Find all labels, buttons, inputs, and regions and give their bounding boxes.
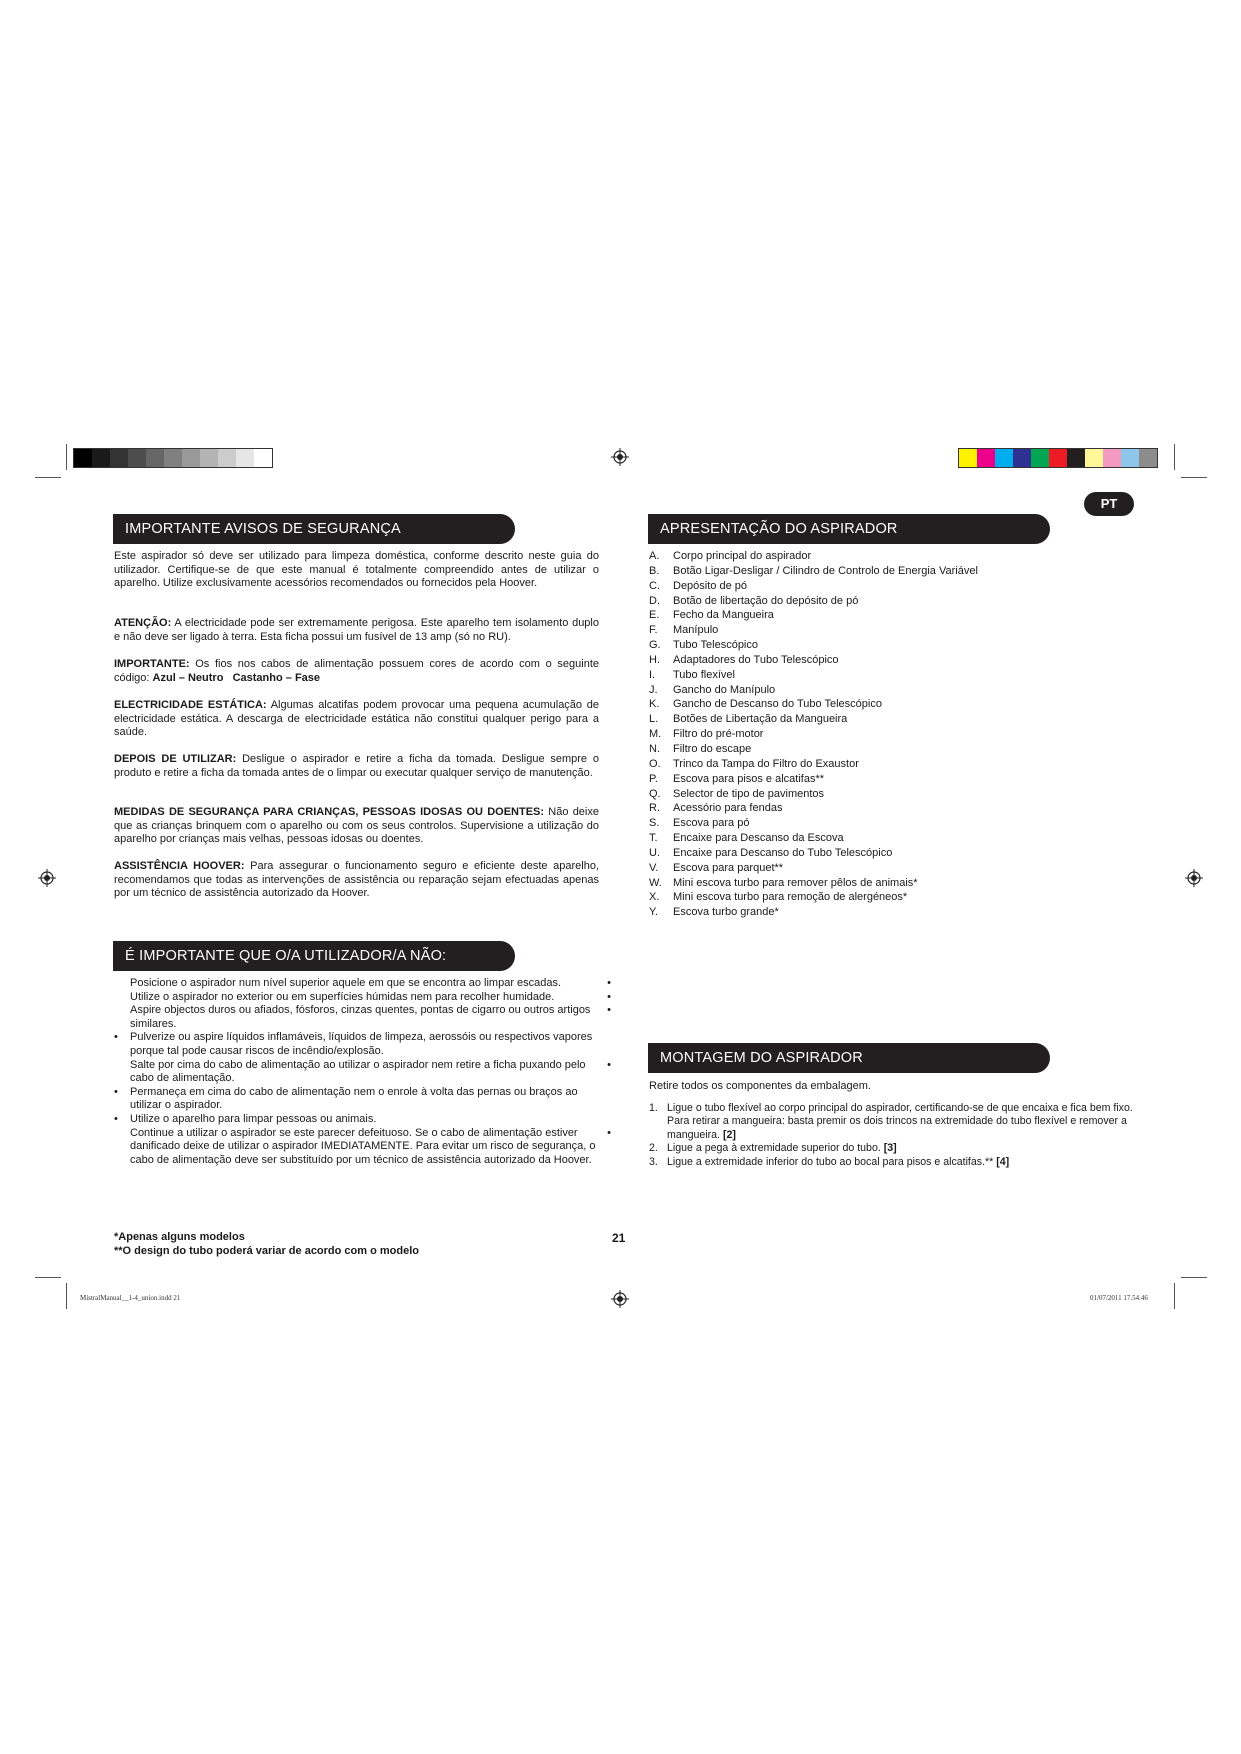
part-label: Mini escova turbo para remover pêlos de animais* <box>673 876 918 889</box>
part-label: Tubo flexível <box>673 668 735 681</box>
step-text: Ligue a extremidade inferior do tubo ao bocal para pisos e alcatifas.** <box>667 1155 997 1168</box>
part-item <box>649 653 1189 668</box>
part-item <box>649 623 1189 638</box>
registration-mark-icon <box>611 448 629 466</box>
part-label: Adaptadores do Tubo Telescópico <box>673 653 839 666</box>
color-swatch <box>74 449 92 467</box>
step-body <box>667 1102 1134 1142</box>
part-label: Acessório para fendas <box>673 802 783 815</box>
part-item <box>649 712 1189 727</box>
part-label: Mini escova turbo para remoção de alergéneos* <box>673 891 908 904</box>
color-swatch <box>218 449 236 467</box>
donts-item-text: Utilize o aparelho para limpar pessoas ou animais. <box>130 1112 377 1125</box>
color-swatch <box>254 449 272 467</box>
color-swatch <box>1067 449 1085 467</box>
crop-mark <box>1174 1283 1175 1309</box>
step-text: Ligue o tubo flexível ao corpo principal do aspirador, certificando-se de que encaixa e fica bem fixo. Para retirar a mangueira: basta premir os dois trincos na extremidade do tubo flexível e remover a mangueira. <box>667 1102 1133 1141</box>
bullet-icon: • <box>114 1112 118 1125</box>
color-swatch <box>977 449 995 467</box>
part-letter: L. <box>649 713 659 726</box>
part-letter: D. <box>649 594 660 607</box>
donts-item <box>114 1004 611 1031</box>
children-label: MEDIDAS DE SEGURANÇA PARA CRIANÇAS, PESSOAS IDOSAS OU DOENTES: <box>114 806 545 818</box>
donts-item <box>114 991 611 1005</box>
part-item <box>649 876 1189 891</box>
part-item <box>649 594 1189 609</box>
part-label: Encaixe para Descanso do Tubo Telescópico <box>673 846 893 859</box>
crop-mark <box>1181 1277 1207 1278</box>
part-letter: A. <box>649 550 660 562</box>
wire-colour-code: Azul – Neutro Castanho – Fase <box>152 671 321 684</box>
part-item <box>649 608 1189 623</box>
footnote-tube-design: **O design do tubo poderá variar de acordo com o modelo <box>114 1245 419 1257</box>
color-swatch <box>1049 449 1067 467</box>
crop-mark <box>66 444 67 470</box>
part-item <box>649 890 1189 905</box>
part-item <box>649 861 1189 876</box>
gray-swatch-bar <box>73 448 273 468</box>
importante-label: IMPORTANTE: <box>114 658 190 670</box>
color-swatch <box>146 449 164 467</box>
figure-reference: [4] <box>996 1155 1010 1168</box>
color-swatch <box>182 449 200 467</box>
part-label: Depósito de pó <box>673 579 747 592</box>
safety-children <box>114 806 599 847</box>
bullet-icon: • <box>607 1058 611 1071</box>
crop-mark <box>35 477 61 478</box>
part-letter: Y. <box>649 906 658 919</box>
step-body <box>667 1142 897 1155</box>
step-number: 2. <box>649 1142 658 1155</box>
step-number: 1. <box>649 1102 658 1114</box>
part-letter: R. <box>649 802 660 815</box>
color-swatch <box>128 449 146 467</box>
part-label: Gancho de Descanso do Tubo Telescópico <box>673 698 882 711</box>
part-letter: O. <box>649 757 661 770</box>
assembly-steps <box>649 1102 1134 1169</box>
donts-item-text: Pulverize ou aspire líquidos inflamáveis, líquidos de limpeza, aerossóis ou respectivos vapores porque tal pode causar riscos de incêndio/explosão. <box>130 1031 593 1057</box>
part-item <box>649 579 1189 594</box>
part-letter: F. <box>649 624 658 637</box>
part-label: Escova para pisos e alcatifas** <box>673 772 825 785</box>
step-body <box>667 1156 1009 1169</box>
donts-item-text: Aspire objectos duros ou afiados, fósforos, cinzas quentes, pontas de cigarro ou outros artigos similares. <box>130 1004 591 1030</box>
part-label: Trinco da Tampa do Filtro do Exaustor <box>673 757 859 770</box>
donts-item <box>114 1086 611 1113</box>
part-item <box>649 742 1189 757</box>
part-item <box>649 772 1189 787</box>
part-label: Botão de libertação do depósito de pó <box>673 594 859 607</box>
part-label: Filtro do pré-motor <box>673 728 764 741</box>
part-letter: H. <box>649 653 660 666</box>
part-letter: P. <box>649 772 658 785</box>
color-swatch <box>995 449 1013 467</box>
step-text: Ligue a pega à extremidade superior do tubo. <box>667 1142 884 1155</box>
assembly-step <box>649 1156 1134 1169</box>
part-letter: I. <box>649 668 656 681</box>
part-item <box>649 549 1189 564</box>
children-text: Não deixe que as crianças brinquem com o aparelho ou com os seus controlos. Supervisione a utilização do aparelho por crianças mais velhas, pessoas idosas ou doentes. <box>114 806 599 846</box>
part-label: Tubo Telescópico <box>673 639 758 652</box>
figure-reference: [3] <box>883 1142 897 1155</box>
static-label: ELECTRICIDADE ESTÁTICA: <box>114 699 267 711</box>
part-label: Escova para pó <box>673 817 750 830</box>
static-text: Algumas alcatifas podem provocar uma pequena acumulação de electricidade estática. A descarga de electricidade estática não constitui qualquer perigo para a saúde. <box>114 699 599 739</box>
part-letter: N. <box>649 742 660 755</box>
safety-atencao <box>114 617 599 644</box>
bullet-icon: • <box>114 1085 118 1098</box>
page-number: 21 <box>612 1231 626 1245</box>
timestamp-slug: 01/07/2011 17.54.46 <box>1090 1294 1148 1302</box>
part-item <box>649 668 1189 683</box>
part-item <box>649 727 1189 742</box>
atencao-label: ATENÇÃO: <box>114 617 172 629</box>
registration-mark-icon <box>38 869 56 887</box>
safety-section-header: IMPORTANTE AVISOS DE SEGURANÇA <box>113 514 515 544</box>
parts-list <box>649 549 1189 920</box>
donts-item-text: Posicione o aspirador num nível superior aquele em que se encontra ao limpar escadas. <box>130 977 562 989</box>
assembly-section-header: MONTAGEM DO ASPIRADOR <box>648 1043 1050 1073</box>
language-badge: PT <box>1084 492 1134 516</box>
service-label: ASSISTÊNCIA HOOVER: <box>114 860 245 872</box>
part-item <box>649 846 1189 861</box>
part-label: Corpo principal do aspirador <box>673 550 812 562</box>
safety-importante <box>114 658 599 685</box>
part-label: Escova turbo grande* <box>673 906 779 919</box>
part-label: Botão Ligar-Desligar / Cilindro de Controlo de Energia Variável <box>673 564 978 577</box>
color-swatch <box>92 449 110 467</box>
part-letter: Q. <box>649 787 661 800</box>
part-label: Gancho do Manípulo <box>673 683 776 696</box>
safety-service <box>114 860 599 901</box>
donts-list <box>114 977 611 1167</box>
part-letter: T. <box>649 832 658 845</box>
bullet-icon: • <box>607 1126 611 1139</box>
part-item <box>649 757 1189 772</box>
part-label: Filtro do escape <box>673 742 752 755</box>
part-letter: B. <box>649 564 660 577</box>
donts-section-header: É IMPORTANTE QUE O/A UTILIZADOR/A NÃO: <box>113 941 515 971</box>
part-item <box>649 683 1189 698</box>
color-swatch-bar <box>958 448 1158 468</box>
color-swatch <box>1139 449 1157 467</box>
donts-item <box>114 1059 611 1086</box>
safety-static <box>114 699 599 740</box>
part-letter: U. <box>649 846 660 859</box>
part-letter: K. <box>649 698 660 711</box>
crop-mark <box>35 1277 61 1278</box>
part-label: Fecho da Mangueira <box>673 609 774 622</box>
donts-item <box>114 1113 611 1127</box>
color-swatch <box>110 449 128 467</box>
donts-item-text: Permaneça em cima do cabo de alimentação nem o enrole à volta das pernas ou braços ao utilizar o aspirador. <box>130 1085 578 1112</box>
color-swatch <box>1031 449 1049 467</box>
crop-mark <box>66 1283 67 1309</box>
after-use-label: DEPOIS DE UTILIZAR: <box>114 753 237 765</box>
color-swatch <box>200 449 218 467</box>
color-swatch <box>236 449 254 467</box>
file-slug: MistralManual__1-4_union.indd 21 <box>80 1294 181 1302</box>
color-swatch <box>1085 449 1103 467</box>
registration-mark-icon <box>611 1290 629 1308</box>
part-letter: W. <box>649 876 662 889</box>
part-label: Escova para parquet** <box>673 861 784 874</box>
after-use-text: Desligue o aspirador e retire a ficha da tomada. Desligue sempre o produto e retire a ficha da tomada antes de o limpar ou executar qualquer serviço de manutenção. <box>114 753 599 779</box>
color-swatch <box>164 449 182 467</box>
part-item <box>649 564 1189 579</box>
crop-mark <box>1181 477 1207 478</box>
color-swatch <box>1103 449 1121 467</box>
bullet-icon: • <box>607 990 611 1003</box>
safety-after-use <box>114 753 599 780</box>
service-text: Para assegurar o funcionamento seguro e eficiente deste aparelho, recomendamos que todas as intervenções de assistência ou reparação sejam efectuadas apenas por um técnico de assistência autorizado da Hoover. <box>114 860 599 900</box>
part-item <box>649 638 1189 653</box>
donts-item <box>114 977 611 991</box>
part-letter: C. <box>649 579 660 592</box>
assembly-intro: Retire todos os componentes da embalagem. <box>649 1080 871 1092</box>
part-label: Manípulo <box>673 624 719 637</box>
part-item <box>649 831 1189 846</box>
donts-item <box>114 1031 611 1058</box>
assembly-step <box>649 1102 1134 1142</box>
part-letter: V. <box>649 861 659 874</box>
color-swatch <box>1121 449 1139 467</box>
part-label: Encaixe para Descanso da Escova <box>673 832 844 845</box>
safety-intro: Este aspirador só deve ser utilizado para limpeza doméstica, conforme descrito neste guia do utilizador. Certifique-se de que este manual é totalmente compreendido antes de utilizar o aparelho. Utilize exclusivamente acessórios recomendados ou fornecidos pela Hoover. <box>114 550 599 590</box>
part-item <box>649 697 1189 712</box>
part-letter: J. <box>649 683 658 696</box>
donts-item-text: Continue a utilizar o aspirador se este parecer defeituoso. Se o cabo de alimentação estiver danificado deixe de utilizar o aspirador IMEDIATAMENTE. Para evitar um risco de segurança, o cabo de alimentação deve ser substituído por um técnico de assistência autorizado da Hoover. <box>130 1126 596 1166</box>
bullet-icon: • <box>607 977 611 989</box>
part-letter: E. <box>649 609 660 622</box>
color-swatch <box>1013 449 1031 467</box>
importante-text: Os fios nos cabos de alimentação possuem cores de acordo com o seguinte código: <box>114 658 599 684</box>
part-item <box>649 905 1189 920</box>
part-item <box>649 801 1189 816</box>
overview-section-header: APRESENTAÇÃO DO ASPIRADOR <box>648 514 1050 544</box>
part-label: Botões de Libertação da Mangueira <box>673 713 848 726</box>
footnote-some-models: *Apenas alguns modelos <box>114 1231 245 1243</box>
part-letter: G. <box>649 639 661 652</box>
figure-reference: [2] <box>722 1128 736 1141</box>
part-letter: S. <box>649 817 660 830</box>
donts-item-text: Utilize o aspirador no exterior ou em superfícies húmidas nem para recolher humidade. <box>130 990 555 1003</box>
part-label: Selector de tipo de pavimentos <box>673 787 825 800</box>
atencao-text: A electricidade pode ser extremamente perigosa. Este aparelho tem isolamento duplo e não deve ser ligado à terra. Esta ficha possui um fusível de 13 amp (só no RU). <box>114 617 599 643</box>
step-number: 3. <box>649 1155 658 1168</box>
part-item <box>649 816 1189 831</box>
crop-mark <box>1174 444 1175 470</box>
bullet-icon: • <box>114 1031 118 1044</box>
part-item <box>649 787 1189 802</box>
donts-item-text: Salte por cima do cabo de alimentação ao utilizar o aspirador nem retire a ficha puxando pelo cabo de alimentação. <box>130 1058 586 1085</box>
part-letter: M. <box>649 728 662 741</box>
donts-item <box>114 1127 611 1168</box>
part-letter: X. <box>649 891 660 904</box>
color-swatch <box>959 449 977 467</box>
bullet-icon: • <box>607 1004 611 1017</box>
assembly-step <box>649 1142 1134 1155</box>
